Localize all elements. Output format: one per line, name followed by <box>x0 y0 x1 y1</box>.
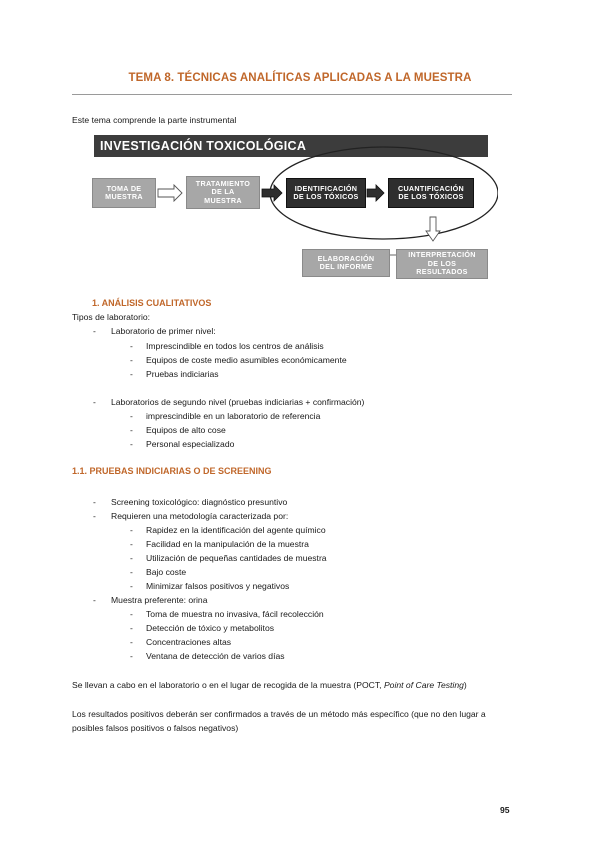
bullet-dash: - <box>130 651 133 661</box>
preferred-sample-text: Muestra preferente: orina <box>111 595 208 605</box>
level1-item: Pruebas indiciarias <box>146 369 219 379</box>
bullet-dash: - <box>130 637 133 647</box>
sample-item: Toma de muestra no invasiva, fácil recolección <box>146 609 324 619</box>
bullet-dash: - <box>130 411 133 421</box>
bullet-dash: - <box>130 341 133 351</box>
bullet-dash: - <box>130 609 133 619</box>
level1-item: Imprescindible en todos los centros de análisis <box>146 341 324 351</box>
methodology-item: Utilización de pequeñas cantidades de muestra <box>146 553 327 563</box>
diagram-banner: INVESTIGACIÓN TOXICOLÓGICA <box>94 135 488 157</box>
level1-item: Equipos de coste medio asumibles económicamente <box>146 355 347 365</box>
confirmation-paragraph-line-2: posibles falsos positivos o falsos negativos) <box>72 723 239 733</box>
step-toma-muestra-label: TOMA DE MUESTRA <box>105 183 143 201</box>
page-number: 95 <box>500 805 510 815</box>
poct-paragraph-text: Se llevan a cabo en el laboratorio o en el lugar de recogida de la muestra (POCT, <box>72 680 384 690</box>
poct-paragraph-italic: Point of Care Testing <box>383 680 464 690</box>
level2-item: imprescindible en un laboratorio de referencia <box>146 411 321 421</box>
title-divider <box>72 94 512 95</box>
methodology-item: Facilidad en la manipulación de la muestra <box>146 539 309 549</box>
level2-item: Equipos de alto cose <box>146 425 226 435</box>
bullet-dash: - <box>130 439 133 449</box>
level2-label: Laboratorios de segundo nivel (pruebas indiciarias + confirmación) <box>111 397 365 407</box>
sample-item: Ventana de detección de varios días <box>146 651 285 661</box>
bullet-dash: - <box>93 497 96 507</box>
intro-text: Este tema comprende la parte instrumental <box>72 115 237 125</box>
arrow-2-icon <box>262 185 282 201</box>
level2-item: Personal especializado <box>146 439 235 449</box>
bullet-dash: - <box>93 595 96 605</box>
bullet-dash: - <box>130 369 133 379</box>
bullet-dash: - <box>130 567 133 577</box>
methodology-item: Bajo coste <box>146 567 187 577</box>
poct-paragraph-end: ) <box>463 680 467 690</box>
arrow-down-icon <box>426 217 440 241</box>
step-cuantificacion <box>388 178 474 208</box>
methodology-item: Rapidez en la identificación del agente químico <box>146 525 326 535</box>
lab-types-label: Tipos de laboratorio: <box>72 312 151 322</box>
step-identificacion <box>286 178 366 208</box>
step-identificacion-label: IDENTIFICACIÓN DE LOS TÓXICOS <box>293 183 359 201</box>
bullet-dash: - <box>93 326 96 336</box>
bullet-dash: - <box>130 539 133 549</box>
confirmation-paragraph-line-1: Los resultados positivos deberán ser confirmados a través de un método más específico (que no den lugar a <box>72 709 486 719</box>
toxicology-diagram <box>88 131 498 281</box>
level1-label: Laboratorio de primer nivel: <box>111 326 216 336</box>
bullet-dash: - <box>93 397 96 407</box>
poct-paragraph <box>72 680 467 691</box>
sample-item: Detección de tóxico y metabolitos <box>146 623 275 633</box>
screening-text: Screening toxicológico: diagnóstico presuntivo <box>111 497 288 507</box>
section-1-1-heading: 1.1. PRUEBAS INDICIARIAS O DE SCREENING <box>72 466 272 476</box>
bullet-dash: - <box>93 511 96 521</box>
bullet-dash: - <box>130 553 133 563</box>
step-toma-muestra <box>92 178 156 208</box>
sample-item: Concentraciones altas <box>146 637 232 647</box>
methodology-item: Minimizar falsos positivos y negativos <box>146 581 290 591</box>
step-tratamiento-label: TRATAMIENTO DE LA MUESTRA <box>195 178 251 205</box>
bullet-dash: - <box>130 355 133 365</box>
page-title: TEMA 8. TÉCNICAS ANALÍTICAS APLICADAS A LA MUESTRA <box>128 72 472 84</box>
bullet-dash: - <box>130 581 133 591</box>
bullet-dash: - <box>130 623 133 633</box>
arrow-1-icon <box>158 185 182 201</box>
arrow-3-icon <box>367 185 384 201</box>
bullet-dash: - <box>130 425 133 435</box>
bullet-dash: - <box>130 525 133 535</box>
step-elaboracion <box>302 249 390 277</box>
step-cuantificacion-label: CUANTIFICACIÓN DE LOS TÓXICOS <box>397 183 465 201</box>
step-interpretacion <box>396 249 488 279</box>
section-1-heading: 1. ANÁLISIS CUALITATIVOS <box>92 298 212 308</box>
step-tratamiento <box>186 176 260 209</box>
step-interpretacion-label: INTERPRETACIÓN DE LOS RESULTADOS <box>408 250 476 277</box>
requires-text: Requieren una metodología caracterizada por: <box>111 511 289 521</box>
step-elaboracion-label: ELABORACIÓN DEL INFORME <box>317 253 375 271</box>
